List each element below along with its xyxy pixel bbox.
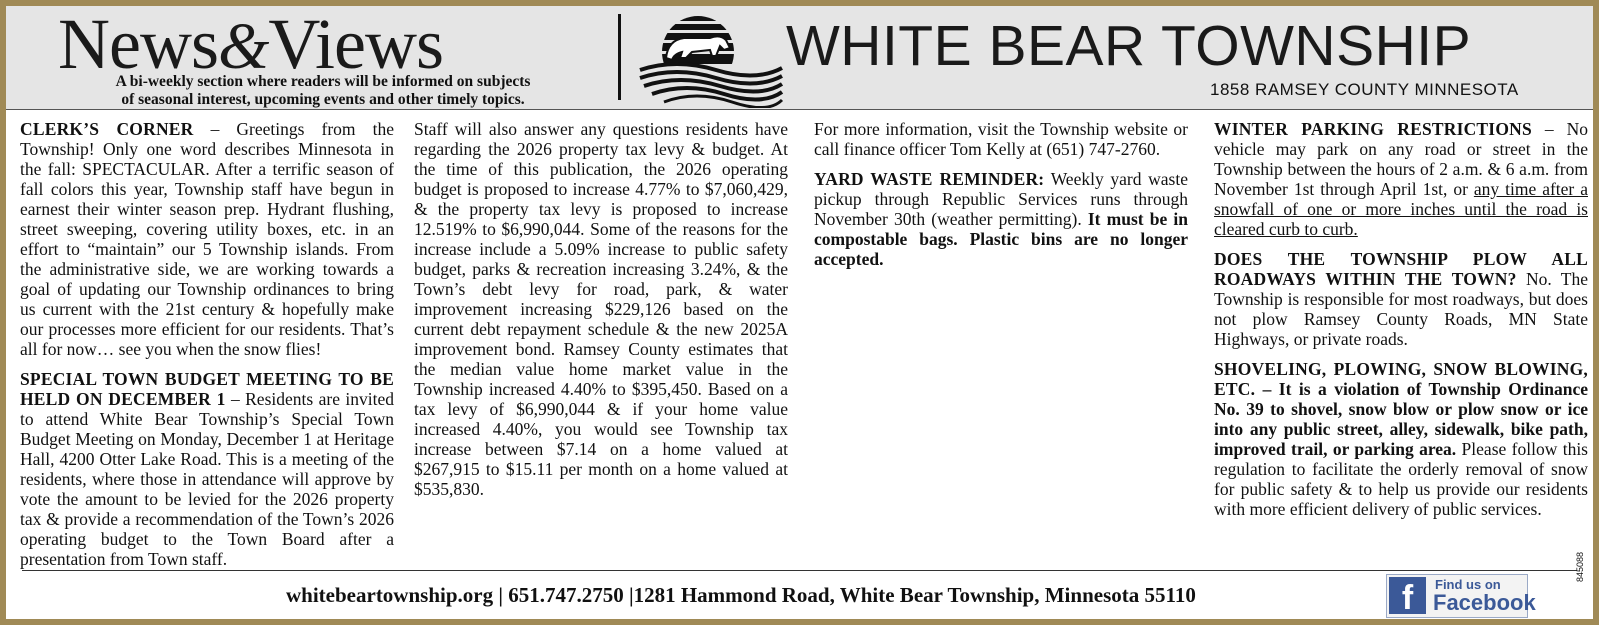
tagline-line-2: of seasonal interest, upcoming events and other timely topics. [121, 91, 525, 108]
budget-meeting-paragraph [20, 369, 394, 569]
footer-contact: whitebeartownship.org | 651.747.2750 |1281 Hammond Road, White Bear Township, Minnesota 55110 [286, 583, 1196, 607]
bear-logo-icon [636, 12, 786, 108]
ad-code: 845088 [1575, 551, 1585, 582]
tagline-line-1: A bi-weekly section where readers will be informed on subjects [115, 73, 531, 90]
shoveling-body: Please follow this regulation to facilitate the orderly removal of snow for public safety & to help us provide our residents with more efficient delivery of public services. [1214, 439, 1588, 519]
budget-info-paragraph: For more information, visit the Township website or call finance officer Tom Kelly at (651) 747-2760. [814, 119, 1188, 159]
shoveling-bold: – It is a violation of Township Ordinance No. 39 to shovel, snow blow or plow snow or ice into any public street, alley, sidewalk, bike path, improved trail, or parking area. [1214, 379, 1588, 459]
winter-parking-heading: WINTER PARKING RESTRICTIONS [1214, 119, 1532, 139]
header-banner [6, 6, 1593, 110]
header-divider [618, 14, 621, 100]
yard-waste-bold: It must be in compostable bags. Plastic bins are no longer accepted. [814, 209, 1188, 269]
yard-waste-body: Weekly yard waste pickup through Republic Services runs through November 30th (weather permitting). [814, 169, 1188, 229]
township-name: WHITE BEAR TOWNSHIP [786, 14, 1472, 78]
county-line: 1858 RAMSEY COUNTY MINNESOTA [1210, 80, 1519, 99]
winter-parking-underlined: any time after a snowfall of one or more inches until the road is cleared curb to curb. [1214, 179, 1588, 239]
facebook-badge[interactable] [1386, 574, 1536, 618]
logo-views: Views [268, 4, 443, 84]
winter-parking-body: – No vehicle may park on any road or street in the Township between the hours of 2 a.m. & 6 a.m. from November 1st through April 1st, or [1214, 119, 1589, 199]
winter-parking-paragraph [1214, 119, 1588, 239]
yard-waste-paragraph [814, 169, 1188, 269]
plow-body: No. The Township is responsible for most roadways, but does not plow Ramsey County Roads, MN State Highways, or private roads. [1214, 269, 1588, 349]
facebook-icon: f [1389, 577, 1426, 614]
logo-amp: & [217, 10, 269, 83]
budget-staff-paragraph: Staff will also answer any questions residents have regarding the 2026 property tax levy & budget. At the time of this publication, the 2026 operating budget is proposed to increase 4.77% to $7,060,429, & the property tax levy is proposed to increase 12.519% to $6,990,044. Some of the reasons for the increase include a 5.09% increase to public safety budget, parks & recreation increasing 3.24%, & the Town’s debt levy for road, park, & water improvement increasing $229,126 based on the current debt repayment schedule & the new 2025A improvement bond. Ramsey County estimates that the median value home market value in the Township increased 4.40% to $395,450. Based on a tax levy of $6,990,044 & if your home value increased 4.40%, you would see Township tax increase between $7.14 on a home valued at $267,915 to $15.11 per month on a home valued at $535,830. [414, 119, 788, 499]
plow-heading: DOES THE TOWNSHIP PLOW ALL ROADWAYS WITHIN THE TOWN? [1214, 249, 1588, 289]
plow-paragraph [1214, 249, 1588, 349]
yard-waste-heading: YARD WASTE REMINDER: [814, 169, 1045, 189]
shoveling-heading: SHOVELING, PLOWING, SNOW BLOWING, ETC. [1214, 359, 1588, 399]
clerk-corner-paragraph [20, 119, 394, 359]
tagline [66, 73, 580, 109]
column-4 [1214, 119, 1588, 529]
logo-news: News [58, 4, 218, 84]
clerk-corner-heading: CLERK’S CORNER [20, 119, 194, 139]
clerk-corner-body: – Greetings from the Township! Only one word describes Minnesota in the fall: SPECTACULAR. After a terrific season of fall colors this year, Township staff have begun in earnest their winter season prep. Hydrant flushing, street sweeping, covering utility boxes, etc. in an effort to “maintain” our 5 Township islands. From the administrative side, we are working towards a goal of updating our Township ordinances to bring us current with the 21st century & hopefully make our processes more efficient for our residents. That’s all for now… see you when the snow flies! [20, 119, 394, 359]
column-3 [814, 119, 1188, 279]
facebook-label: Facebook [1433, 590, 1536, 615]
column-2 [414, 119, 788, 509]
footer-divider [22, 570, 1577, 571]
column-1 [20, 119, 394, 579]
budget-meeting-heading: SPECIAL TOWN BUDGET MEETING TO BE HELD ON DECEMBER 1 [20, 369, 394, 409]
facebook-find-us: Find us on [1435, 577, 1501, 592]
budget-meeting-body: – Residents are invited to attend White Bear Township’s Special Town Budget Meeting on Monday, December 1 at Heritage Hall, 4200 Otter Lake Road. This is a meeting of the residents, where those in attendance will approve by vote the amount to be levied for the 2026 property tax & provide a recommendation of the Town’s 2026 operating budget to the Town Board after a presentation from Town staff. [20, 389, 394, 569]
shoveling-paragraph [1214, 359, 1588, 519]
